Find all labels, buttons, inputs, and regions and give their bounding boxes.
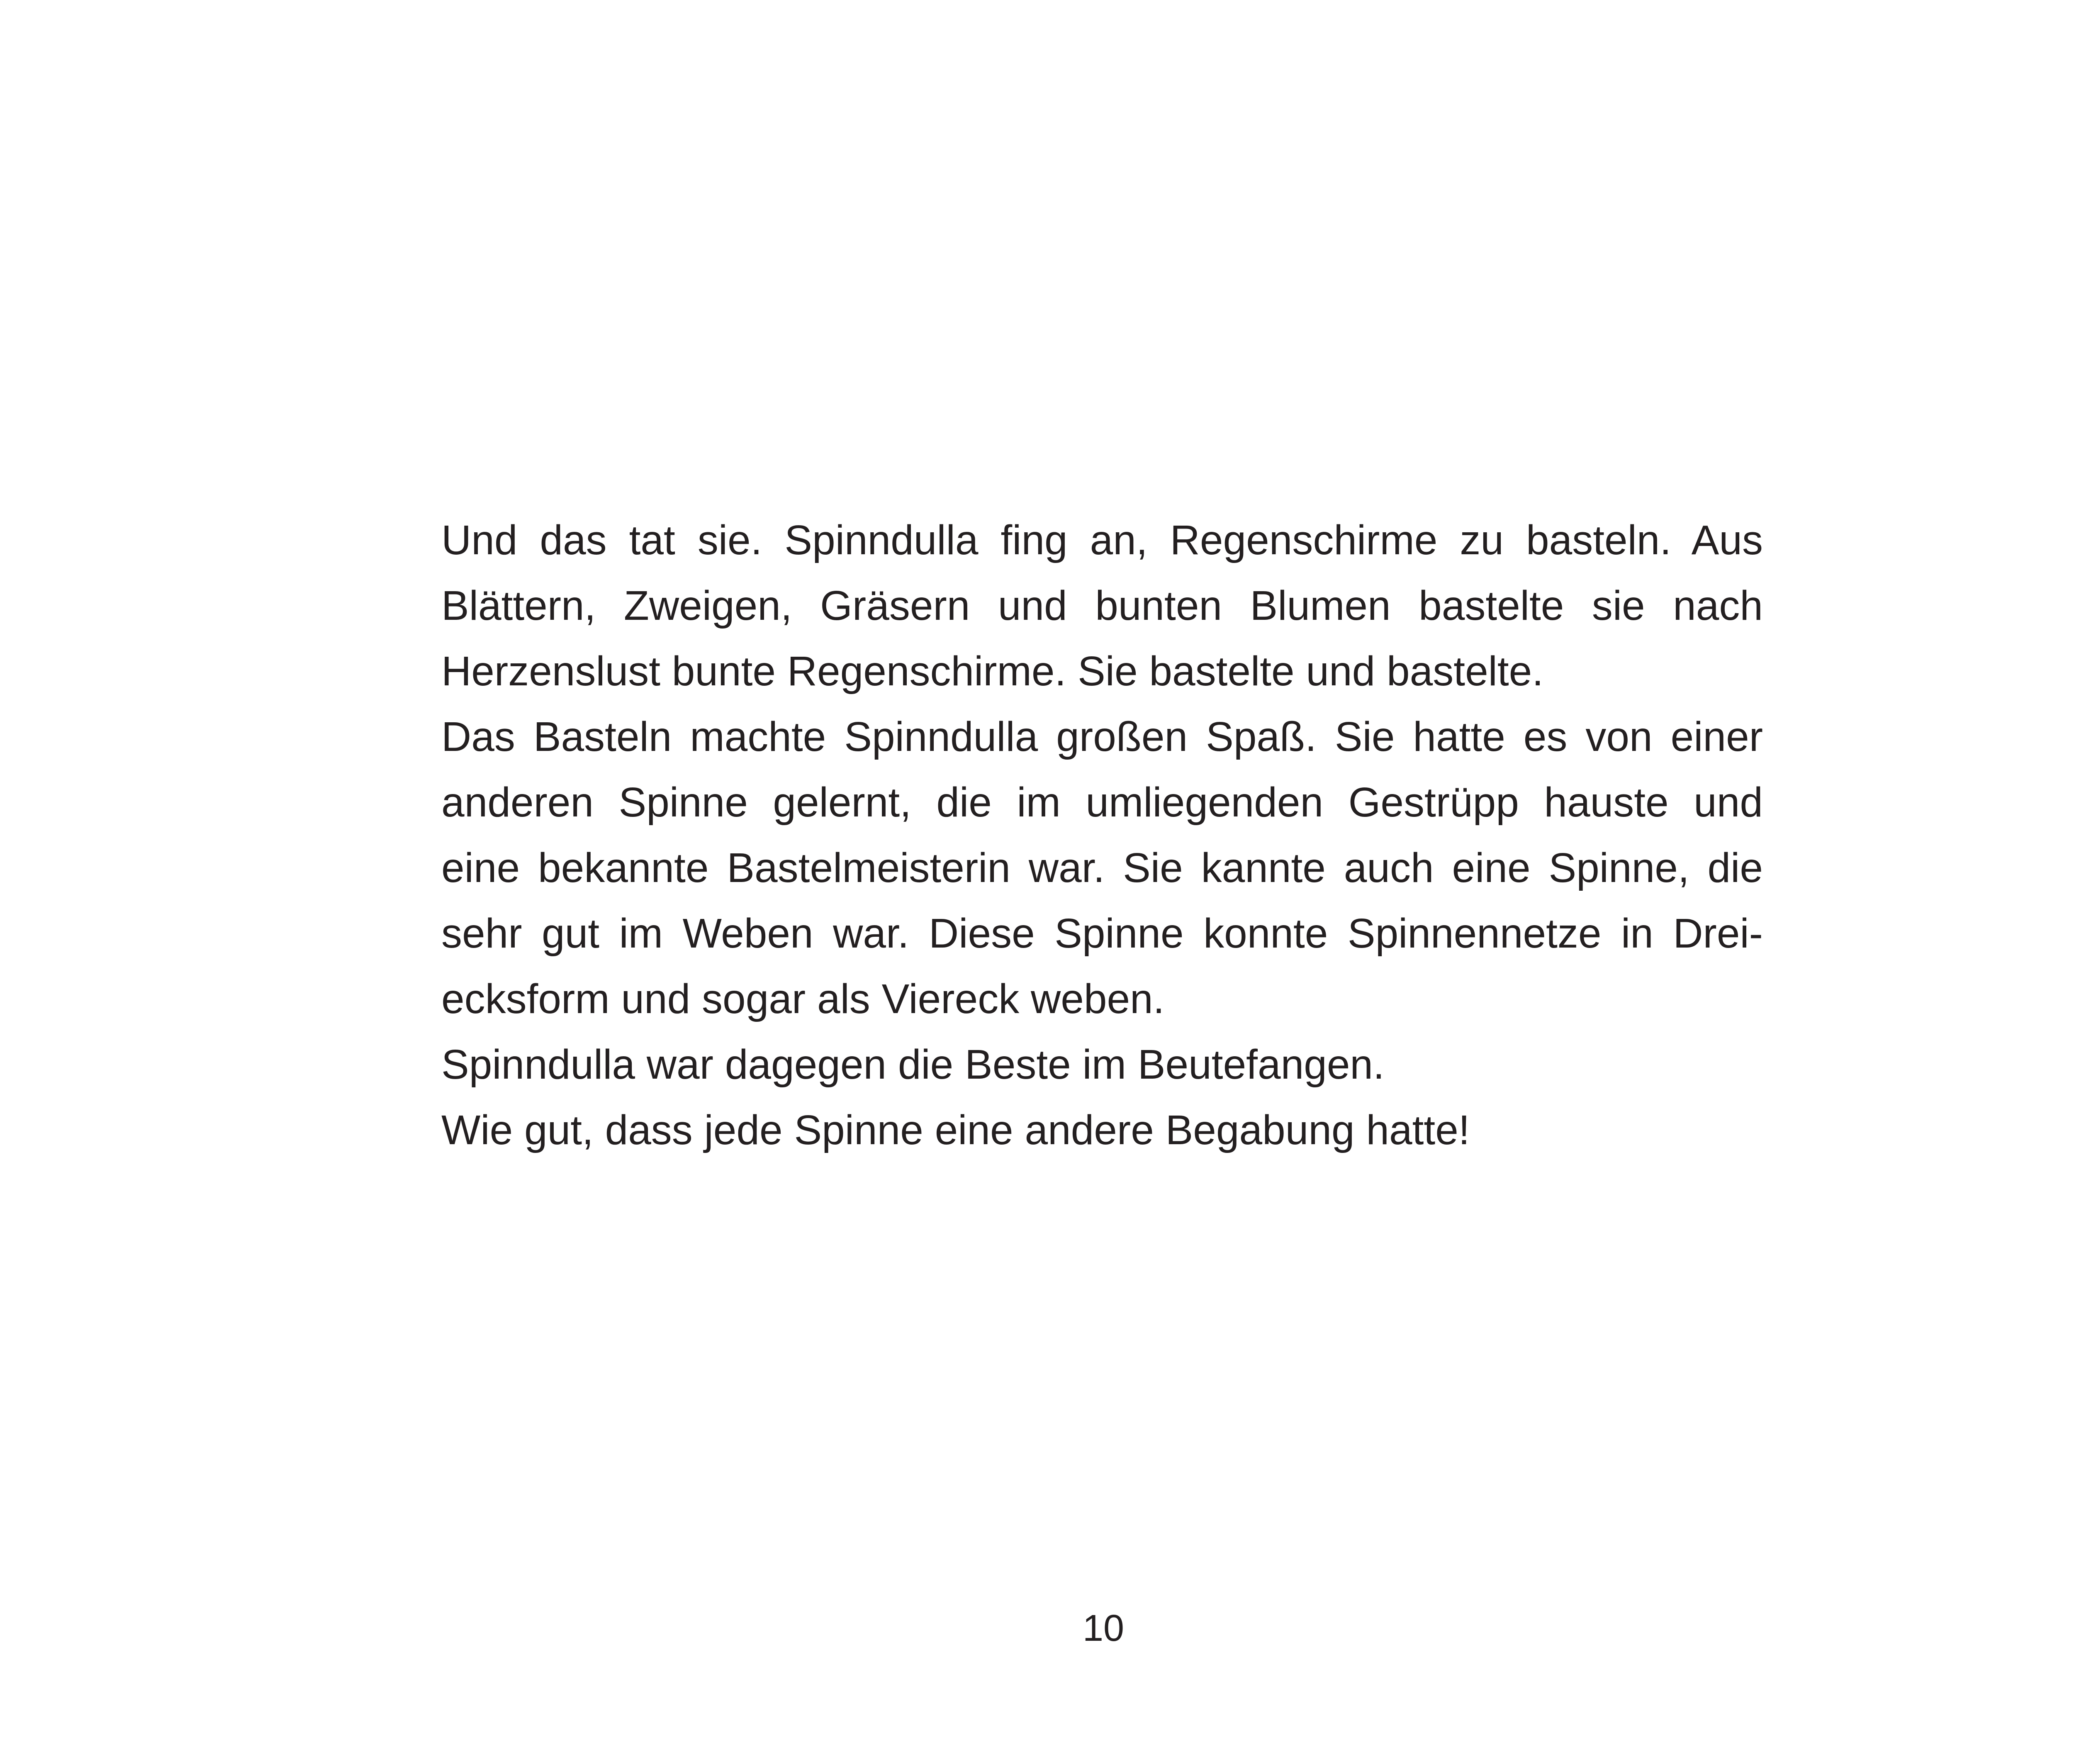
text-line: anderen Spinne gelernt, die im umliegenden Gestrüpp hauste und [441,779,1763,826]
text-line: Und das tat sie. Spinndulla fing an, Regenschirme zu basteln. Aus [441,517,1763,563]
page-number: 10 [1082,1608,1125,1649]
text-line: eine bekannte Bastelmeisterin war. Sie kannte auch eine Spinne, die [441,845,1763,891]
text-line: sehr gut im Weben war. Diese Spinne konnte Spinnennetze in Drei- [441,910,1763,957]
text-line: Das Basteln machte Spinndulla großen Spaß. Sie hatte es von einer [441,714,1763,760]
text-line: Blättern, Zweigen, Gräsern und bunten Blumen bastelte sie nach [441,582,1763,629]
text-line: Wie gut, dass jede Spinne eine andere Begabung hatte! [441,1107,1470,1153]
text-line: ecksform und sogar als Viereck weben. [441,976,1165,1022]
text-line: Herzenslust bunte Regenschirme. Sie bastelte und bastelte. [441,648,1544,694]
text-line: Spinndulla war dagegen die Beste im Beutefangen. [441,1041,1385,1088]
story-text [441,507,1763,1163]
